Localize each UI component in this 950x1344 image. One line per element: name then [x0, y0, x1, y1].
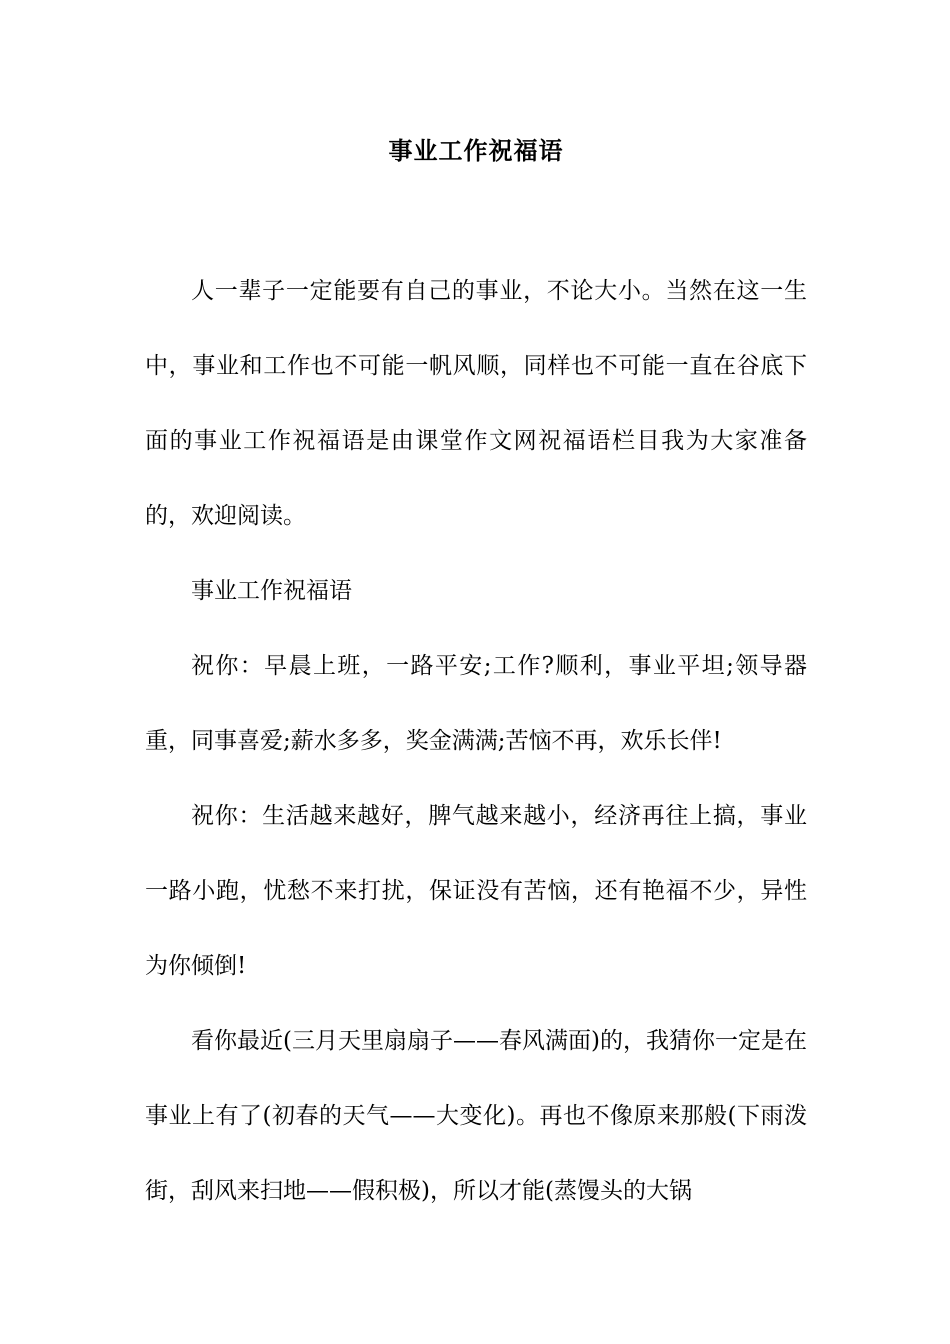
paragraph-blessing-2: 祝你：生活越来越好，脾气越来越小，经济再往上搞，事业一路小跑，忧愁不来打扰，保证没有苦恼，还有艳福不少，异性为你倾倒! [145, 803, 807, 979]
document-title: 事业工作祝福语 [388, 136, 564, 165]
document-body [145, 254, 807, 1229]
paragraph-subheading: 事业工作祝福语 [191, 578, 352, 604]
paragraph-intro: 人一辈子一定能要有自己的事业，不论大小。当然在这一生中，事业和工作也不可能一帆风顺，同样也不可能一直在谷底下面的事业工作祝福语是由课堂作文网祝福语栏目我为大家准备的，欢迎阅读。 [145, 278, 807, 529]
paragraph-blessing-1: 祝你：早晨上班，一路平安;工作?顺利，事业平坦;领导器重，同事喜爱;薪水多多，奖金满满;苦恼不再，欢乐长伴! [145, 653, 807, 754]
paragraph-blessing-3: 看你最近(三月天里扇扇子——春风满面)的，我猜你一定是在事业上有了(初春的天气——大变化)。再也不像原来那般(下雨泼街，刮风来扫地——假积极)，所以才能(蒸馒头的大锅 [145, 1028, 807, 1204]
